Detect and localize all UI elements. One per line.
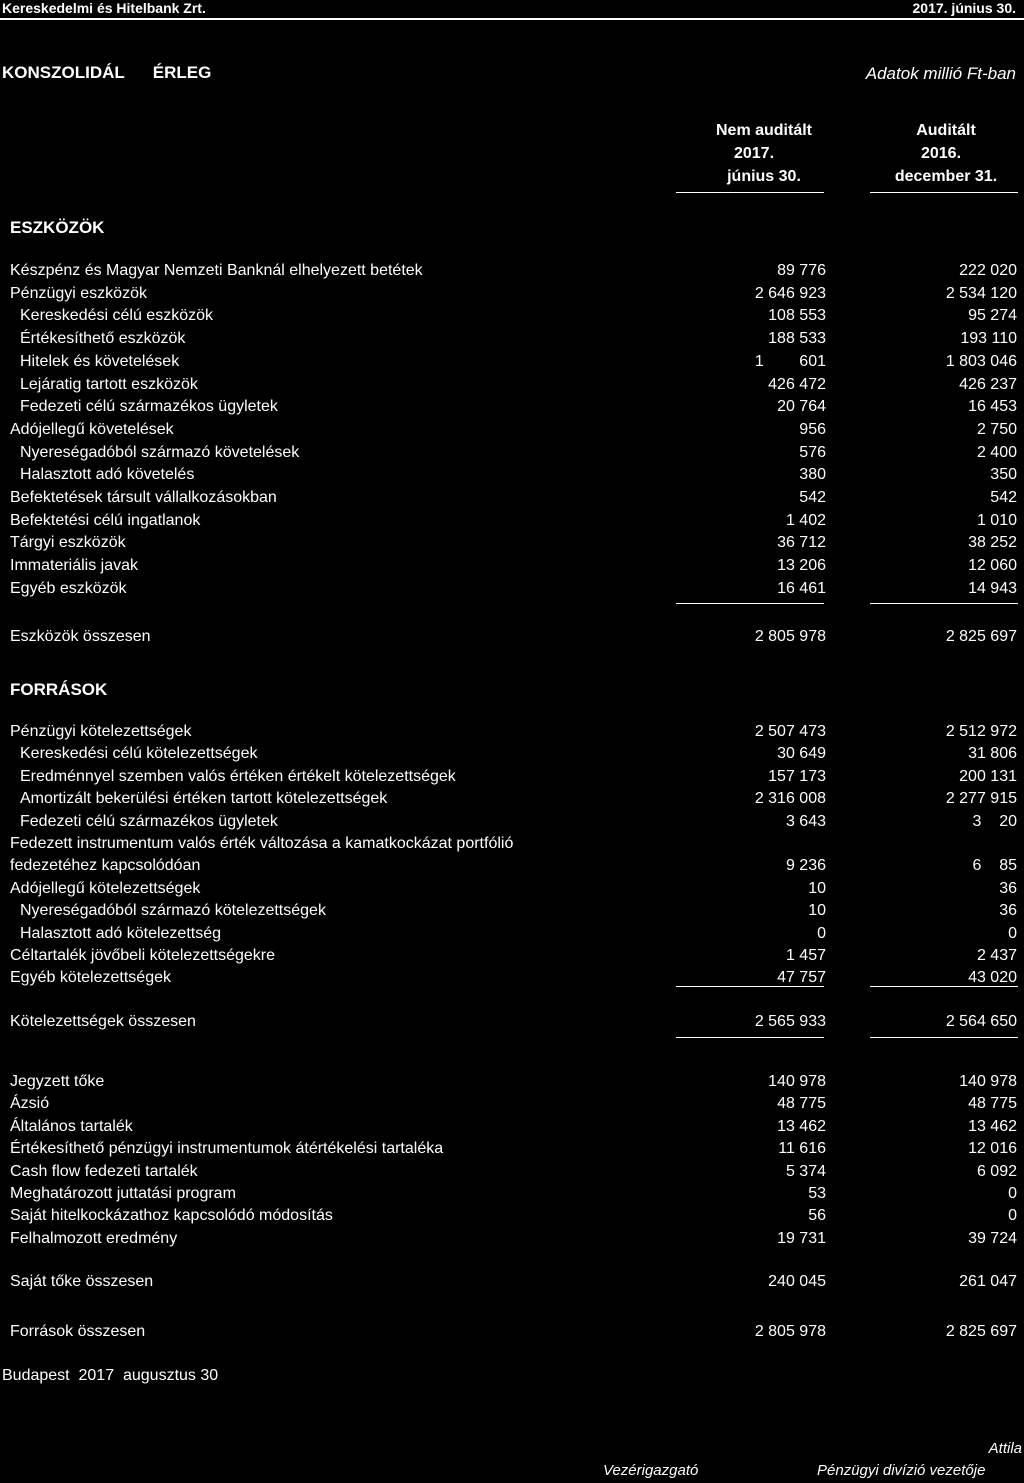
row-value-col2: 1 803 046 — [945, 352, 1017, 370]
row-value-col2: 38 252 — [968, 534, 1017, 552]
row-value-col2: 3 20 — [972, 812, 1017, 830]
row-label: Nyereségadóból származó követelések — [20, 443, 300, 461]
row-label: Tárgyi eszközök — [10, 534, 126, 552]
table-row — [0, 969, 1024, 992]
liab-total-rule-col1 — [676, 1037, 824, 1038]
table-row — [0, 466, 1024, 489]
table-row — [0, 285, 1024, 308]
row-value-col1: 188 533 — [768, 330, 826, 348]
row-value-col1: 0 — [817, 924, 826, 942]
liab-subtotal-rule-col2 — [870, 986, 1018, 987]
row-label: Kereskedési célú eszközök — [20, 307, 213, 325]
row-label: Készpénz és Magyar Nemzeti Banknál elhelyezett betétek — [10, 262, 423, 279]
row-label: Halasztott adó követelés — [20, 466, 195, 484]
table-row — [0, 880, 1024, 903]
table-row — [0, 745, 1024, 768]
row-label: Hitelek és követelések — [20, 352, 180, 370]
row-value-col2: 222 020 — [959, 262, 1017, 279]
table-row — [0, 1095, 1024, 1118]
row-label: Befektetési célú ingatlanok — [10, 511, 201, 529]
row-value-col2: 6 85 — [972, 857, 1017, 875]
table-row — [0, 813, 1024, 836]
row-value-col1: 1 402 — [785, 511, 826, 529]
equity-total-col2: 261 047 — [959, 1273, 1017, 1290]
table-row — [0, 1118, 1024, 1141]
unit-note: Adatok millió Ft-ban — [865, 64, 1016, 83]
row-label: Általános tartalék — [10, 1117, 133, 1135]
row-label: Adójellegű követelések — [10, 420, 174, 438]
equity-total-col1: 240 045 — [768, 1273, 826, 1290]
row-value-col2: 2 512 972 — [945, 723, 1017, 740]
row-value-col1: 36 712 — [777, 534, 826, 552]
signatory-2-title: Pénzügyi divízió vezetője — [817, 1462, 986, 1479]
row-label: Egyéb kötelezettségek — [10, 969, 171, 987]
equity-total-label: Saját tőke összesen — [10, 1273, 154, 1290]
row-label: Amortizált bekerülési értéken tartott kötelezettségek — [20, 790, 388, 808]
row-value-col1: 2 646 923 — [754, 284, 826, 302]
row-label: Befektetések társult vállalkozásokban — [10, 489, 277, 506]
table-row — [0, 947, 1024, 970]
row-label: Pénzügyi eszközök — [10, 284, 147, 302]
company-name: Kereskedelmi és Hitelbank Zrt. — [2, 0, 206, 16]
row-label: Céltartalék jövőbeli kötelezettségekre — [10, 947, 276, 964]
row-value-col2: 31 806 — [968, 745, 1017, 763]
table-row — [0, 857, 1024, 880]
row-value-col1: 108 553 — [768, 307, 826, 325]
row-value-col2: 0 — [1008, 924, 1017, 942]
table-row — [0, 925, 1024, 948]
row-value-col1: 47 757 — [777, 969, 826, 987]
row-label: Kereskedési célú kötelezettségek — [20, 745, 258, 763]
row-value-col2: 2 277 915 — [945, 790, 1017, 808]
sources-total-col2: 2 825 697 — [945, 1323, 1017, 1340]
assets-subtotal-rule-col2 — [870, 603, 1018, 604]
row-value-col1: 1 601 — [754, 352, 826, 370]
row-label: Immateriális javak — [10, 557, 139, 575]
table-row — [0, 512, 1024, 535]
row-value-col1: 13 462 — [777, 1117, 826, 1135]
row-value-col2: 0 — [1008, 1185, 1017, 1202]
section-liabilities-heading: FORRÁSOK — [10, 680, 108, 699]
row-label: Cash flow fedezeti tartalék — [10, 1162, 198, 1180]
table-row — [0, 1140, 1024, 1163]
table-row — [0, 489, 1024, 512]
row-label: Adójellegű kötelezettségek — [10, 879, 201, 897]
col2-header-line2: 2016. — [920, 145, 962, 162]
col1-header-line3: június 30. — [727, 168, 801, 185]
row-label: Felhalmozott eredmény — [10, 1229, 178, 1247]
row-label: Ázsió — [10, 1095, 50, 1113]
table-row — [0, 330, 1024, 353]
row-value-col1: 9 236 — [785, 857, 826, 875]
assets-subtotal-rule-col1 — [676, 603, 824, 604]
row-label: Értékesíthető pénzügyi instrumentumok átértékelési tartaléka — [10, 1140, 444, 1158]
row-value-col1: 16 461 — [777, 579, 826, 597]
row-value-col1: 1 457 — [785, 947, 826, 964]
row-label: Egyéb eszközök — [10, 579, 127, 597]
row-value-col1: 426 472 — [768, 375, 826, 393]
page-title: KONSZOLIDÁL ÉRLEG — [2, 63, 212, 82]
row-value-col2: 39 724 — [968, 1229, 1017, 1247]
place-date: Budapest 2017 augusztus 30 — [2, 1367, 219, 1384]
row-value-col2: 48 775 — [968, 1095, 1017, 1113]
assets-total-col2: 2 825 697 — [945, 628, 1017, 645]
row-label: Fedezeti célú származékos ügyletek — [20, 812, 278, 830]
row-value-col1: 3 643 — [785, 812, 826, 830]
liab-total-col1: 2 565 933 — [754, 1013, 826, 1030]
row-label: Értékesíthető eszközök — [20, 330, 186, 348]
row-value-col1: 380 — [799, 466, 826, 484]
row-value-col2: 12 060 — [968, 557, 1017, 575]
liab-total-label: Kötelezettségek összesen — [10, 1013, 196, 1030]
row-value-col1: 10 — [808, 879, 826, 897]
row-value-col1: 19 731 — [777, 1229, 826, 1247]
row-value-col1: 48 775 — [777, 1095, 826, 1113]
row-value-col2: 2 750 — [976, 420, 1017, 438]
table-row — [0, 1163, 1024, 1186]
table-row — [0, 1185, 1024, 1208]
liab-subtotal-rule-col1 — [676, 986, 824, 987]
row-label: Lejáratig tartott eszközök — [20, 375, 198, 393]
row-value-col2: 1 010 — [976, 511, 1017, 529]
table-row — [0, 307, 1024, 330]
row-value-col2: 426 237 — [959, 375, 1017, 393]
row-value-col2: 193 110 — [960, 330, 1017, 348]
table-row — [0, 835, 1024, 858]
sources-total-col1: 2 805 978 — [754, 1323, 826, 1340]
table-row — [0, 723, 1024, 746]
signatory-2-name: Attila — [988, 1440, 1022, 1457]
table-row — [0, 376, 1024, 399]
row-value-col1: 89 776 — [777, 262, 826, 279]
row-label: Jegyzett tőke — [10, 1073, 105, 1090]
table-row — [0, 902, 1024, 925]
row-value-col1: 30 649 — [777, 745, 826, 763]
header-rule — [0, 18, 1024, 20]
row-value-col2: 36 — [999, 879, 1017, 897]
table-row — [0, 790, 1024, 813]
col2-header-line3: december 31. — [894, 168, 998, 185]
table-row — [0, 421, 1024, 444]
row-value-col1: 13 206 — [777, 557, 826, 575]
row-value-col2: 542 — [990, 489, 1017, 506]
table-row — [0, 353, 1024, 376]
row-value-col2: 140 978 — [959, 1073, 1017, 1090]
row-value-col1: 140 978 — [768, 1073, 826, 1090]
report-date: 2017. június 30. — [912, 0, 1016, 16]
table-row — [0, 534, 1024, 557]
col2-header-rule — [870, 192, 1018, 193]
assets-total-label: Eszközök összesen — [10, 628, 151, 645]
row-value-col2: 0 — [1008, 1207, 1017, 1225]
table-row — [0, 768, 1024, 791]
assets-total-col1: 2 805 978 — [754, 628, 826, 645]
table-row — [0, 580, 1024, 603]
row-value-col2: 95 274 — [968, 307, 1017, 325]
table-row — [0, 444, 1024, 467]
row-value-col2: 36 — [999, 902, 1017, 920]
row-value-col1: 5 374 — [785, 1162, 826, 1180]
section-assets-heading: ESZKÖZÖK — [10, 218, 105, 237]
row-value-col1: 157 173 — [768, 767, 826, 785]
row-value-col2: 16 453 — [968, 398, 1017, 416]
row-label: Halasztott adó kötelezettség — [20, 924, 222, 942]
row-label: Nyereségadóból származó kötelezettségek — [20, 902, 326, 920]
row-label: Pénzügyi kötelezettségek — [10, 723, 192, 740]
row-value-col2: 13 462 — [968, 1117, 1017, 1135]
row-value-col2: 43 020 — [968, 969, 1017, 987]
row-label: Fedezeti célú származékos ügyletek — [20, 398, 278, 416]
row-value-col2: 200 131 — [959, 767, 1017, 785]
row-value-col1: 11 616 — [778, 1140, 826, 1158]
row-value-col1: 20 764 — [777, 398, 826, 416]
row-value-col2: 12 016 — [968, 1140, 1017, 1158]
liab-total-rule-col2 — [870, 1037, 1018, 1038]
table-row — [0, 262, 1024, 285]
row-value-col2: 2 534 120 — [945, 284, 1017, 302]
row-value-col2: 2 400 — [976, 443, 1017, 461]
row-value-col1: 542 — [799, 489, 826, 506]
col1-header-line1: Nem auditált — [715, 122, 812, 139]
col2-header-line1: Auditált — [916, 122, 976, 139]
col1-header-line2: 2017. — [733, 145, 775, 162]
row-value-col2: 350 — [990, 466, 1017, 484]
row-value-col2: 14 943 — [968, 579, 1017, 597]
row-value-col1: 956 — [799, 420, 826, 438]
row-label: Saját hitelkockázathoz kapcsolódó módosítás — [10, 1207, 333, 1225]
sources-total-label: Források összesen — [10, 1323, 146, 1340]
table-row — [0, 557, 1024, 580]
row-label: Meghatározott juttatási program — [10, 1185, 236, 1202]
liab-total-col2: 2 564 650 — [945, 1013, 1017, 1030]
table-row — [0, 1073, 1024, 1096]
row-label: fedezetéhez kapcsolódóan — [10, 857, 201, 875]
signatory-1-title: Vezérigazgató — [603, 1462, 699, 1479]
row-label: Eredménnyel szemben valós értéken értékelt kötelezettségek — [20, 767, 456, 785]
row-value-col1: 2 507 473 — [754, 723, 826, 740]
row-value-col2: 2 437 — [976, 947, 1017, 964]
row-value-col1: 10 — [808, 902, 826, 920]
row-value-col1: 2 316 008 — [754, 790, 826, 808]
table-row — [0, 1230, 1024, 1253]
row-value-col1: 576 — [799, 443, 826, 461]
row-value-col1: 53 — [808, 1185, 826, 1202]
table-row — [0, 1207, 1024, 1230]
row-label: Fedezett instrumentum valós érték változása a kamatkockázat portfólió — [10, 835, 514, 852]
row-value-col1: 56 — [808, 1207, 826, 1225]
col1-header-rule — [676, 192, 824, 193]
table-row — [0, 398, 1024, 421]
row-value-col2: 6 092 — [976, 1162, 1017, 1180]
